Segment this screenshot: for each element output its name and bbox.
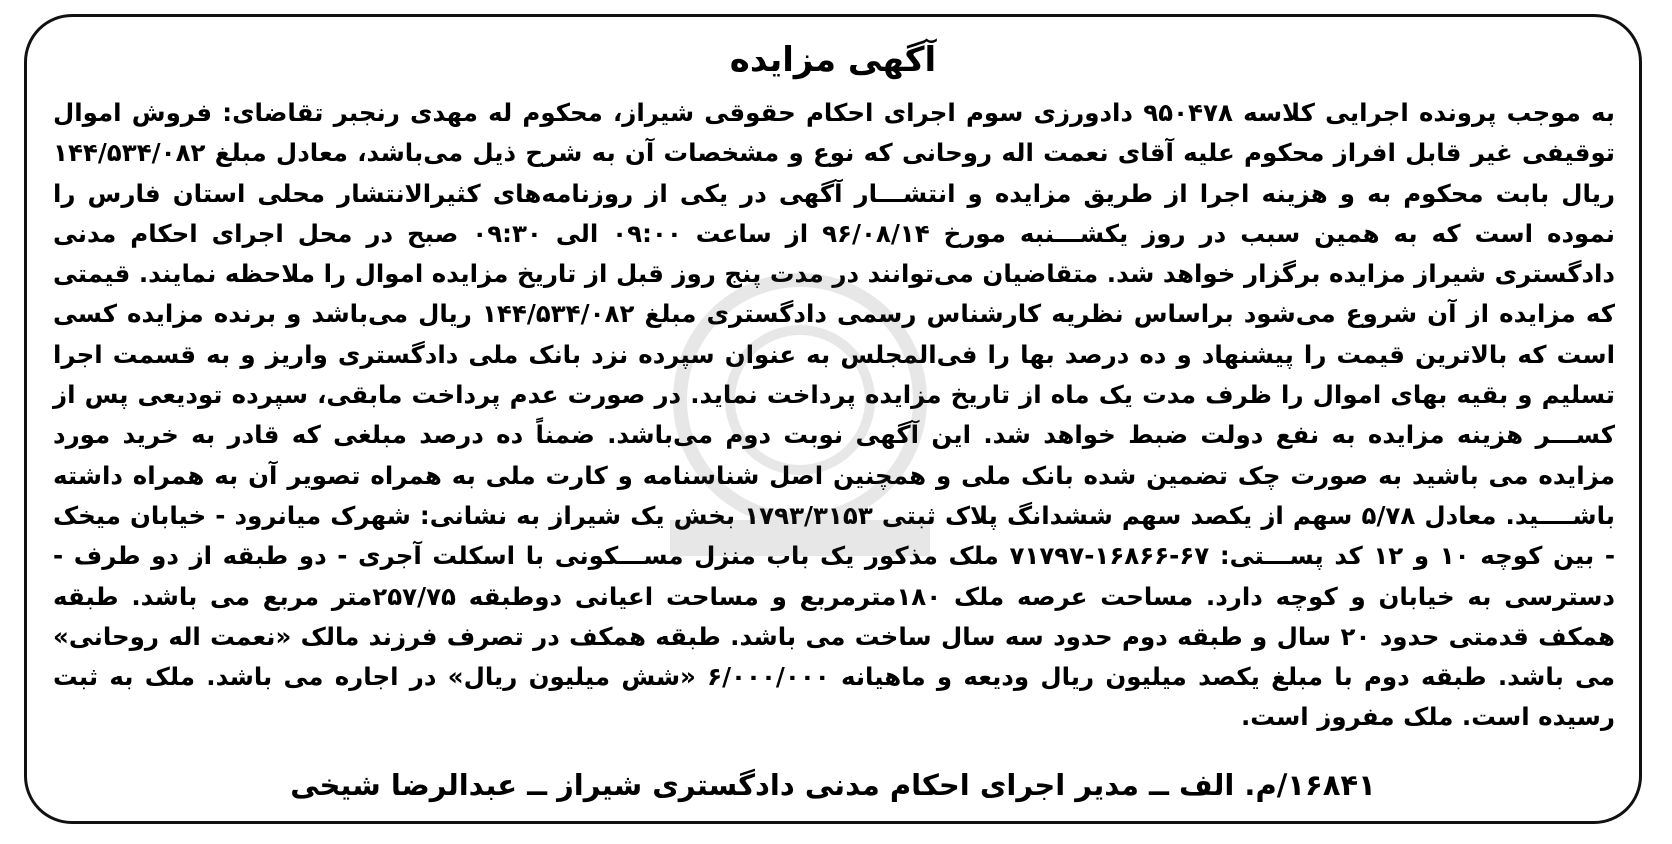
notice-frame bbox=[24, 14, 1642, 824]
notice-body: به موجب پرونده اجرایی کلاسه ۹۵۰۴۷۸ دادورزی سوم اجرای احکام حقوقی شیراز، محکوم له مهدی رنجبر تقاضای: فروش اموال توقیفی غیر قابل افراز محکوم علیه آقای نعمت اله روحانی که نوع و مشخصات آن به شرح ذیل می‌باشد، معادل مبلغ ۱۴۴/۵۳۴/۰۸۲ ریال بابت محکوم به و هزینه اجرا از طریق مزایده و انتشـــار آگهی در یکی از روزنامه‌های کثیرالانتشار محلی استان فارس را نموده است که به همین سبب در روز یکشـــنبه مورخ ۹۶/۰۸/۱۴ از ساعت ۰۹:۰۰ الی ۰۹:۳۰ صبح در محل اجرای احکام مدنی دادگستری شیراز مزایده برگزار خواهد شد. متقاضیان می‌توانند در مدت پنج روز قبل از تاریخ مزایده اموال را ملاحظه نمایند. قیمتی که مزایده از آن شروع می‌شود براساس نظریه کارشناس رسمی دادگستری مبلغ ۱۴۴/۵۳۴/۰۸۲ ریال می‌باشد و برنده مزایده کسی است که بالاترین قیمت را پیشنهاد و ده درصد بها را فی‌المجلس به عنوان سپرده نزد بانک ملی دادگستری واریز و به قسمت اجرا تسلیم و بقیه بهای اموال را ظرف مدت یک ماه از تاریخ مزایده پرداخت نماید. در صورت عدم پرداخت مابقی، سپرده تودیعی پس از کســـر هزینه مزایده به نفع دولت ضبط خواهد شد. این آگهی نوبت دوم می‌باشد. ضمناً ده درصد مبلغی که قادر به خرید مورد مزایده می باشید به صورت چک تضمین شده بانک ملی و همچنین اصل شناسنامه و کارت ملی به همراه تصویر آن به همراه داشته باشــــید. معادل ۵/۷۸ سهم از یکصد سهم ششدانگ پلاک ثبتی ۱۷۹۳/۳۱۵۳ بخش یک شیراز به نشانی: شهرک میانرود - خیابان میخک - بین کوچه ۱۰ و ۱۲ کد پســـتی: ۶۷-۱۶۸۶۶-۷۱۷۹۷ ملک مذکور یک باب منزل مســـکونی با اسکلت آجری - دو طبقه از دو طرف - دسترسی به خیابان و کوچه دارد. مساحت عرصه ملک ۱۸۰مترمربع و مساحت اعیانی دوطبقه ۲۵۷/۷۵متر مربع می باشد. طبقه همکف قدمتی حدود ۲۰ سال و طبقه دوم حدود سه سال ساخت می باشد. طبقه همکف در تصرف فرزند مالک «نعمت اله روحانی» می باشد. طبقه دوم با مبلغ یکصد میلیون ریال ودیعه و ماهیانه ۶/۰۰۰/۰۰۰ «شش میلیون ریال» در اجاره می باشد. ملک به ثبت رسیده است. ملک مفروز است. bbox=[53, 98, 1616, 732]
notice-title: آگهی مزایده bbox=[729, 40, 937, 80]
notice-footer-signature: ۱۶۸۴۱/م. الف ــ مدیر اجرای احکام مدنی دادگستری شیراز ــ عبدالرضا شیخی bbox=[290, 768, 1376, 802]
